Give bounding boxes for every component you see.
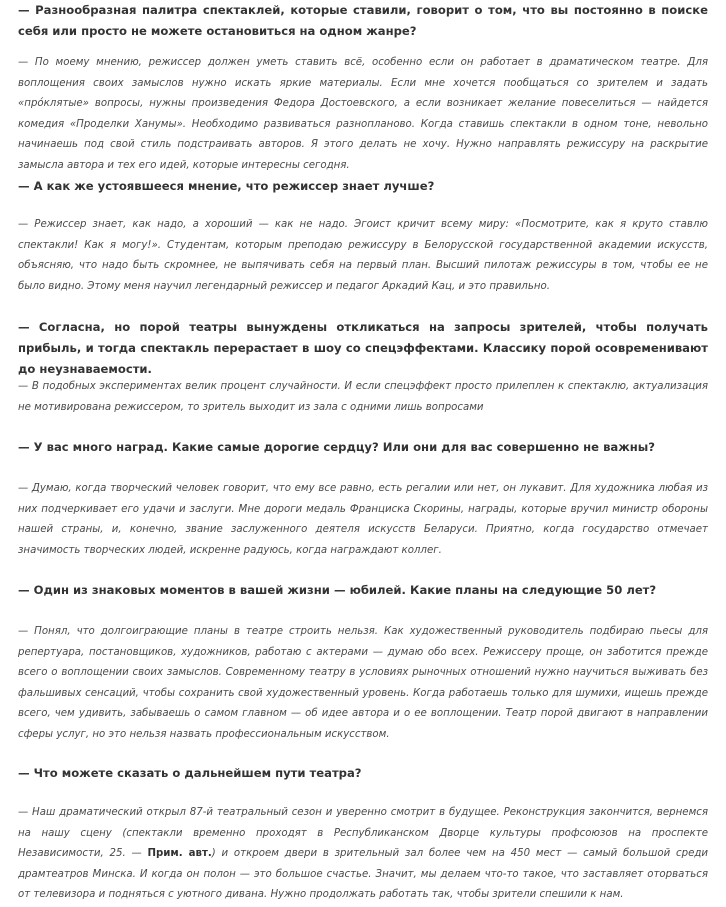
answer-1 — [18, 53, 708, 176]
answer-text: — В подобных экспериментах велик процент случайности. И если спецэффект просто прилеплен к спектаклю, актуализация не мотивирована режиссером, то зритель выходит из зала с одними лишь вопросами — [18, 381, 708, 413]
answer-5 — [18, 622, 708, 745]
question-2 — [18, 176, 708, 197]
question-6 — [18, 763, 708, 784]
question-1 — [18, 0, 708, 42]
answer-text — [18, 803, 708, 906]
question-text: — Согласна, но порой театры вынуждены откликаться на запросы зрителей, чтобы получать прибыль, и тогда спектакль перерастает в шоу со спецэффектами. Классику порой осовременивают до неузнаваемости. — [18, 320, 708, 376]
answer-text: — По моему мнению, режиссер должен уметь ставить всё, особенно если он работает в драматическом театре. Для воплощения своих замыслов нужно искать яркие материалы. Если мне хочется пообщаться со зрителем и задать «прóклятые» вопросы, нужны произведения Федора Достоевского, а если возникает желание повеселиться — найдется комедия «Проделки Ханумы». Необходимо развиваться разнопланово. Когда ставишь спектакли в одном тоне, невольно начинаешь под свой стиль подстраивать авторов. Я этого делать не хочу. Нужно направлять режиссуру на раскрытие замысла автора и тех его идей, которые интересны сегодня. — [18, 57, 708, 171]
answer-text-part: ) и откроем двери в зрительный зал более чем на 450 мест — самый большой среди драмтеатров Минска. И когда он полон — это большое счастье. Значит, мы делаем что-то такое, что заставляет оторваться от телевизора и подняться с уютного дивана. Нужно продолжать работать так, чтобы зрители спешили к нам. — [18, 848, 709, 900]
answer-text: — Думаю, когда творческий человек говорит, что ему все равно, есть регалии или нет, он лукавит. Для художника любая из них подчеркивает его удачи и заслуги. Мне дороги медаль Франциска Скорины, награды, которые вручил министр обороны нашей страны, и, конечно, звание заслуженного деятеля искусств Беларуси. Приятно, когда государство отмечает значимость творческих людей, искренне радуюсь, когда награждают коллег. — [18, 483, 708, 556]
author-note: Прим. авт. — [147, 848, 212, 859]
question-text: — Разнообразная палитра спектаклей, которые ставили, говорит о том, что вы постоянно в поиске себя или просто не можете остановиться на одном жанре? — [18, 3, 708, 38]
answer-text: — Понял, что долгоиграющие планы в театре строить нельзя. Как художественный руководитель подбираю пьесы для репертуара, постановщиков, художников, работаю с актерами — думаю обо всех. Режиссеру проще, он заботится прежде всего о воплощении своих замыслов. Современному театру в условиях рыночных отношений нужно научиться выживать без фальшивых сенсаций, чтобы сохранить свой художественный уровень. Когда работаешь только для шумихи, ищешь прежде всего, чем удивить, забываешь о самом главном — об идее автора и о ее воплощении. Театр порой двигают в направлении сферы услуг, но это нельзя назвать профессиональным искусством. — [18, 626, 708, 740]
question-4 — [18, 437, 708, 458]
answer-2 — [18, 215, 708, 297]
question-text: — А как же устоявшееся мнение, что режиссер знает лучше? — [18, 179, 435, 193]
answer-text: — Режиссер знает, как надо, а хороший — как не надо. Эгоист кричит всему миру: «Посмотрите, как я круто ставлю спектакли! Как я могу!». Студентам, которым преподаю режиссуру в Белорусской государственной академии искусств, объясняю, что надо быть скромнее, не выпячивать себя на первый план. Высший пилотаж режиссуры в том, чтобы ее не было видно. Этому меня научил легендарный режиссер и педагог Аркадий Кац, и это правильно. — [18, 219, 708, 292]
question-3 — [18, 317, 708, 380]
question-text: — Что можете сказать о дальнейшем пути театра? — [18, 766, 362, 780]
answer-6 — [18, 803, 708, 906]
question-text: — У вас много наград. Какие самые дорогие сердцу? Или они для вас совершенно не важны? — [18, 440, 655, 454]
question-5 — [18, 580, 708, 601]
question-text: — Один из знаковых моментов в вашей жизни — юбилей. Какие планы на следующие 50 лет? — [18, 583, 657, 597]
answer-4 — [18, 479, 708, 561]
answer-3 — [18, 377, 708, 418]
answer-text-part: — Наш драматический открыл 87-й театральный сезон и уверенно смотрит в будущее. Реконструкция закончится, вернемся на нашу сцену (спектакли временно проходят в Республиканском Дворце культуры профсоюзов на проспекте Независимости, 25. — — [18, 807, 708, 859]
